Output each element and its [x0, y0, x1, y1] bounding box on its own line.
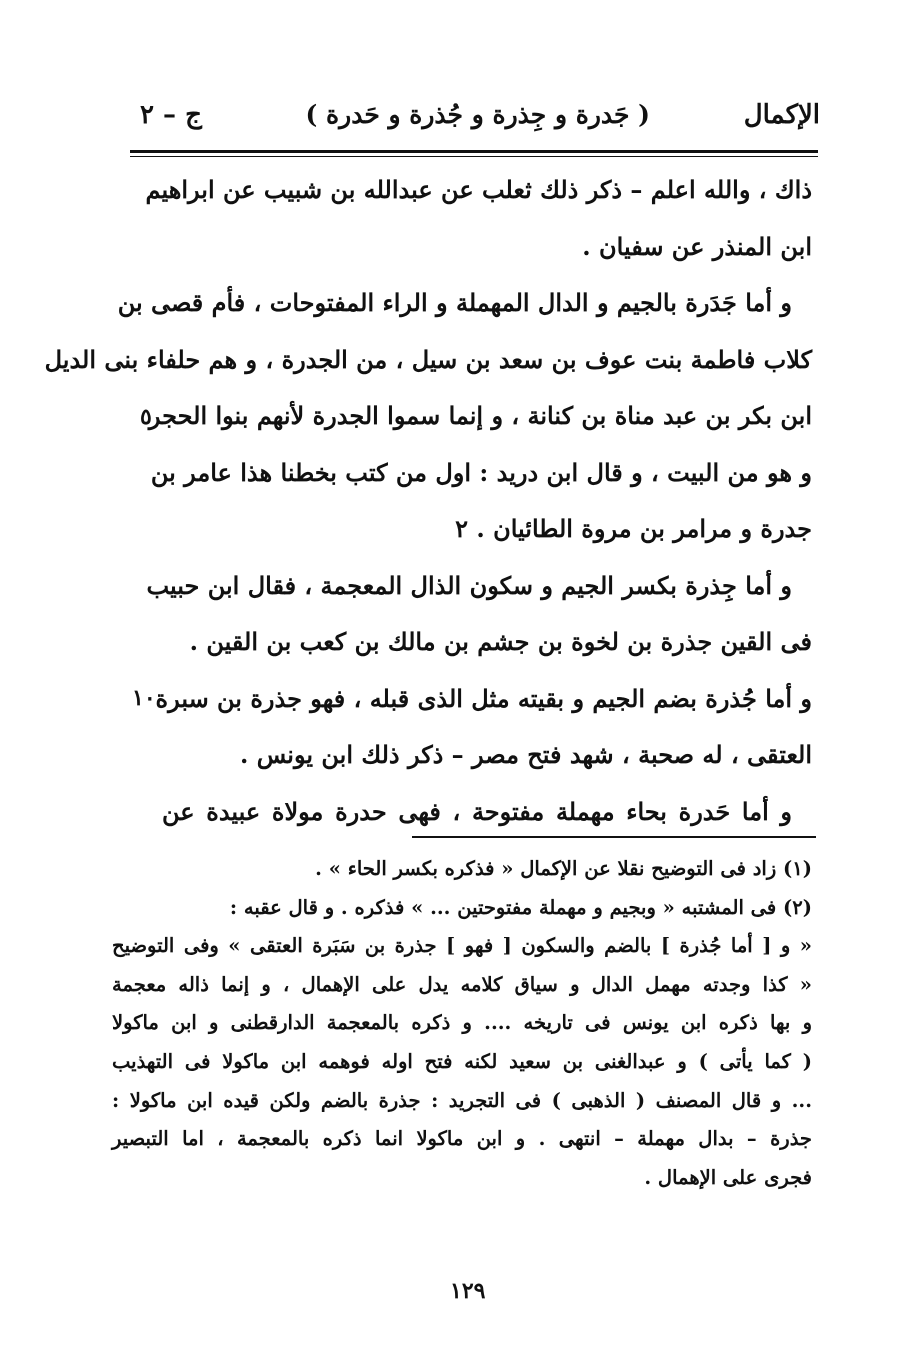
header-rule-thick — [130, 150, 818, 153]
entry-title: ( جَدرة و جِذرة و جُذرة و حَدرة ) — [305, 100, 650, 129]
text-line: العتقى ، له صحبة ، شهد فتح مصر – ذكر ذلك ابن يونس . — [239, 740, 812, 769]
text-line: جدرة و مرامر بن مروة الطائيان . ٢ — [455, 514, 812, 543]
footnotes — [112, 850, 812, 1197]
text-line: ابن المنذر عن سفيان . — [582, 231, 812, 261]
line-number-10: ١٠ — [132, 685, 156, 711]
running-header — [140, 100, 820, 140]
footnote-line: « كذا وجدته مهمل الدال و سياق كلامه يدل على الإهمال ، و إنما ذاله معجمة — [112, 972, 812, 996]
footnote-line: جذرة – بدال مهملة – انتهى . و ابن ماكولا انما ذكره بالمعجمة ، اما التبصير — [112, 1127, 812, 1151]
text-line: و أما جِذرة بكسر الجيم و سكون الذال المعجمة ، فقال ابن حبيب — [146, 570, 792, 600]
page-number: ١٢٩ — [450, 1278, 486, 1304]
volume-label: ج – ٢ — [140, 100, 202, 130]
text-line: و أما جُذرة بضم الجيم و بقيته مثل الذى قبله ، فهو جذرة بن سبرة — [155, 683, 812, 713]
footnote-line: فجرى على الإهمال . — [644, 1165, 812, 1189]
footnote-line: و بها ذكره ابن يونس فى تاريخه .... و ذكره بالمعجمة الدارقطنى و ابن ماكولا — [112, 1011, 812, 1035]
text-line: ذاك ، والله اعلم – ذكر ذلك ثعلب عن عبدالله بن شبيب عن ابراهيم — [145, 175, 812, 204]
footnote-rule — [412, 836, 816, 838]
footnote-line: ( كما يأتى ) و عبدالغنى بن سعيد لكنه فتح اوله فوهمه ابن ماكولا فى التهذيب — [112, 1049, 812, 1073]
footnote-line: (١) زاد فى التوضيح نقلا عن الإكمال « فذكره بكسر الحاء » . — [315, 857, 812, 880]
footnote-line: « و [ أما جُذرة ] بالضم والسكون [ فهو ] جذرة بن سَبَرة العتقى » وفى التوضيح — [112, 934, 812, 958]
text-line: فى القين جذرة بن لخوة بن جشم بن مالك بن كعب بن القين . — [189, 627, 812, 656]
text-line: و أما جَدَرة بالجيم و الدال المهملة و الراء المفتوحات ، فأم قصى بن — [117, 288, 792, 317]
footnote-line: ... و قال المصنف ( الذهبى ) فى التجريد : جذرة بالضم ولكن قيده ابن ماكولا : — [112, 1088, 812, 1112]
footnote-line: (٢) فى المشتبه « وبجيم و مهملة مفتوحتين ... » فذكره . و قال عقبه : — [229, 895, 812, 919]
book-title: الإكمال — [743, 100, 820, 130]
text-line: ابن بكر بن عبد مناة بن كنانة ، و إنما سموا الجدرة لأنهم بنوا الحجر — [148, 401, 812, 430]
header-rule-thin — [130, 156, 818, 157]
text-line: كلاب فاطمة بنت عوف بن سعد بن سيل ، من الجدرة ، و هم حلفاء بنى الديل — [44, 344, 812, 374]
text-line: و هو من البيت ، و قال ابن دريد : اول من كتب بخطنا هذا عامر بن — [150, 457, 812, 487]
text-line: و أما حَدرة بحاء مهملة مفتوحة ، فهى حدرة مولاة عبيدة عن — [162, 796, 792, 826]
line-number-5: ٥ — [140, 404, 152, 430]
